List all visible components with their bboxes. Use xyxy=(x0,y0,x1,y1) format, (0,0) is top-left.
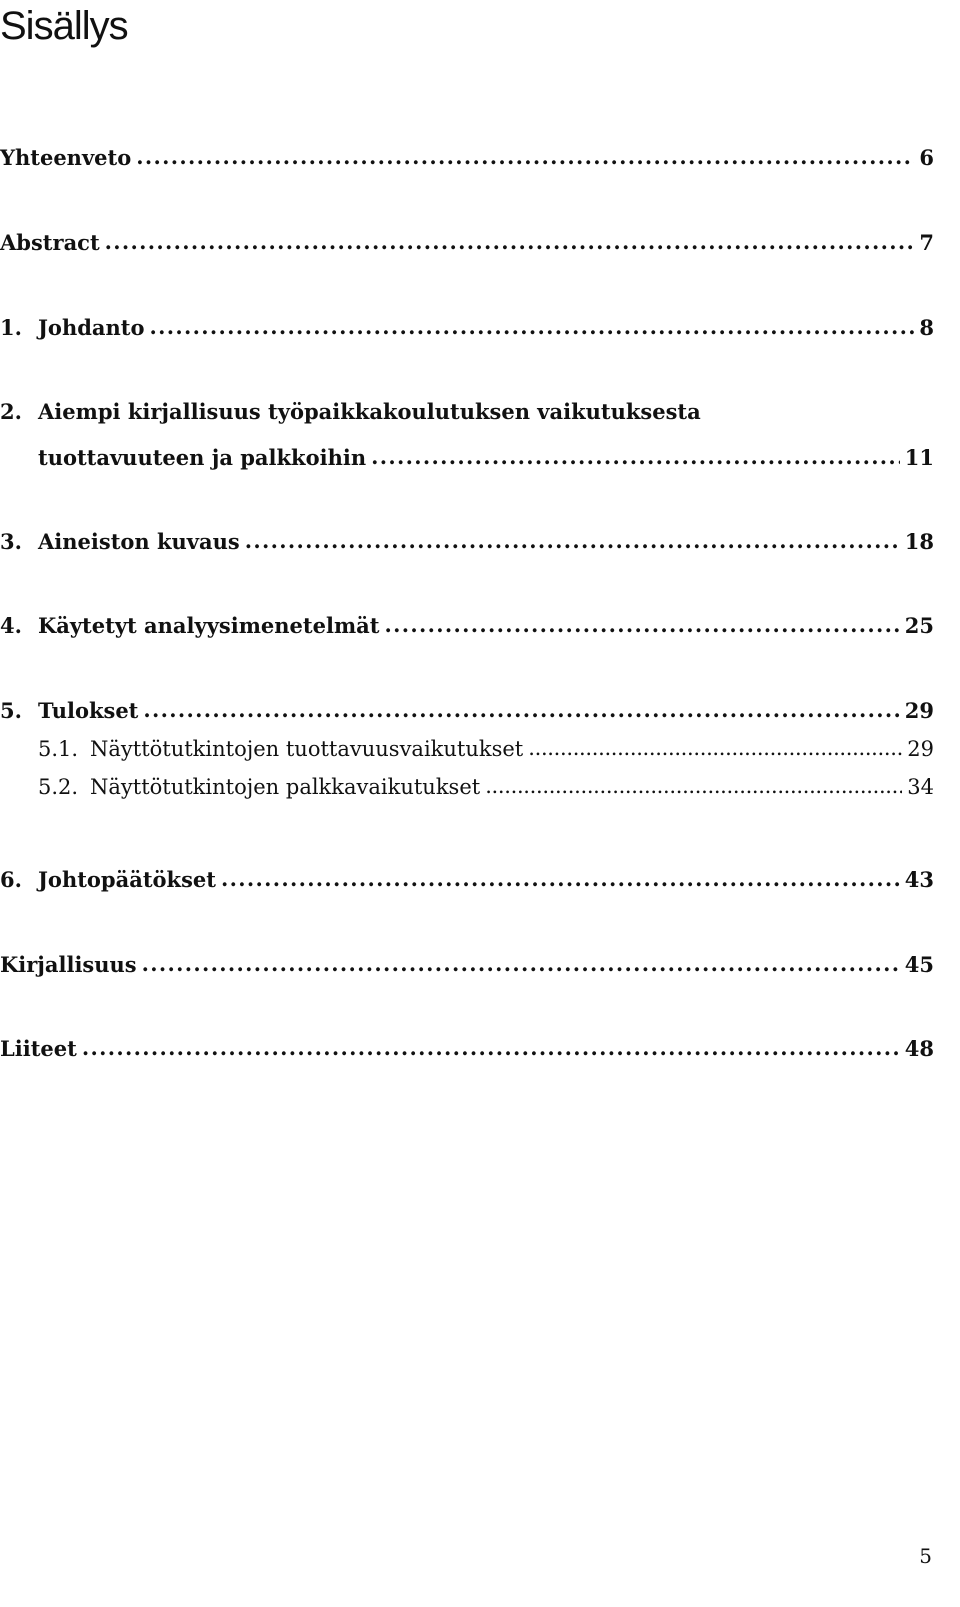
dot-leader xyxy=(384,612,899,633)
toc-entry-title: Johtopäätökset xyxy=(38,867,216,892)
dot-leader xyxy=(221,866,900,887)
toc-entry-title: Abstract xyxy=(0,230,100,255)
toc-entry-page: 29 xyxy=(904,698,934,723)
toc-entry-title: Yhteenveto xyxy=(0,145,132,170)
toc-entry-page: 25 xyxy=(904,613,934,638)
page-number: 5 xyxy=(919,1544,932,1568)
toc-entry-title: Kirjallisuus xyxy=(0,952,137,977)
toc-entry-number: 5.2. xyxy=(38,775,79,799)
toc-entry-aiempi-kirjallisuus-line2[interactable] xyxy=(38,444,934,472)
toc-entry-johdanto[interactable] xyxy=(0,314,934,342)
toc-entry-number: 2. xyxy=(0,399,22,424)
toc-entry-page: 34 xyxy=(907,775,934,799)
toc-entry-kirjallisuus[interactable] xyxy=(0,951,934,979)
dot-leader xyxy=(371,444,900,465)
dot-leader xyxy=(485,773,902,794)
toc-entry-tulokset[interactable] xyxy=(0,697,934,725)
toc-entry-johtopaatokset[interactable] xyxy=(0,866,934,894)
toc-entry-number: 1. xyxy=(0,315,22,340)
toc-entry-yhteenveto[interactable] xyxy=(0,144,934,172)
dot-leader xyxy=(136,144,914,165)
toc-entry-number: 6. xyxy=(0,867,22,892)
toc-entry-title: Näyttötutkintojen tuottavuusvaikutukset xyxy=(90,737,524,761)
toc-entry-page: 48 xyxy=(904,1036,934,1061)
page-title: Sisällys xyxy=(0,4,128,48)
toc-entry-number: 3. xyxy=(0,529,22,554)
toc-entry-title: Näyttötutkintojen palkkavaikutukset xyxy=(90,775,481,799)
toc-entry-page: 8 xyxy=(919,315,934,340)
toc-entry-title: Tulokset xyxy=(38,698,139,723)
toc-entry-aineiston-kuvaus[interactable] xyxy=(0,528,934,556)
toc-entry-aiempi-kirjallisuus-line1[interactable] xyxy=(0,398,701,426)
toc-entry-title: tuottavuuteen ja palkkoihin xyxy=(38,445,367,470)
toc-entry-analyysimenetelmat[interactable] xyxy=(0,612,934,640)
toc-entry-title: Aineiston kuvaus xyxy=(38,529,240,554)
toc-entry-title: Käytetyt analyysimenetelmät xyxy=(38,613,380,638)
dot-leader xyxy=(82,1035,900,1056)
toc-entry-page: 18 xyxy=(904,529,934,554)
toc-entry-page: 45 xyxy=(904,952,934,977)
toc-entry-number: 4. xyxy=(0,613,22,638)
toc-entry-title: Aiempi kirjallisuus työpaikkakoulutuksen vaikutuksesta xyxy=(38,399,701,424)
toc-entry-page: 7 xyxy=(919,230,934,255)
toc-subentry-palkkavaikutukset[interactable] xyxy=(38,773,934,801)
toc-entry-liiteet[interactable] xyxy=(0,1035,934,1063)
toc-entry-number: 5.1. xyxy=(38,737,79,761)
toc-entry-abstract[interactable] xyxy=(0,229,934,257)
toc-entry-page: 11 xyxy=(904,445,934,470)
toc-subentry-tuottavuusvaikutukset[interactable] xyxy=(38,735,934,763)
dot-leader xyxy=(143,697,899,718)
toc-entry-page: 29 xyxy=(907,737,934,761)
dot-leader xyxy=(142,951,900,972)
toc-entry-title: Liiteet xyxy=(0,1036,77,1061)
dot-leader xyxy=(149,314,914,335)
dot-leader xyxy=(528,735,902,756)
toc-entry-page: 43 xyxy=(904,867,934,892)
toc-entry-page: 6 xyxy=(919,145,934,170)
dot-leader xyxy=(105,229,915,250)
dot-leader xyxy=(245,528,900,549)
toc-entry-title: Johdanto xyxy=(38,315,145,340)
toc-entry-number: 5. xyxy=(0,698,22,723)
